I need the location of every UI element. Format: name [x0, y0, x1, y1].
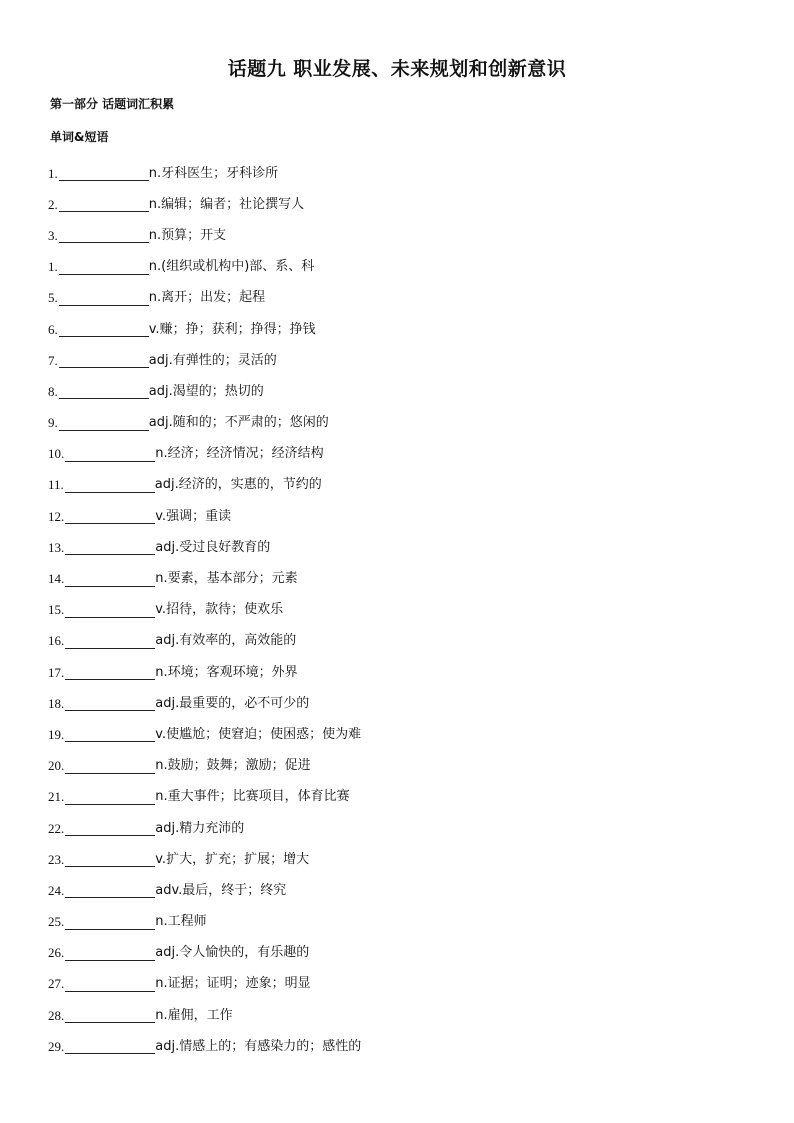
item-definition: adj.令人愉快的，有乐趣的 [155, 945, 310, 961]
vocab-item [48, 813, 748, 844]
section-heading: 第一部分 话题词汇积累 [50, 97, 175, 111]
vocab-item [48, 844, 748, 875]
answer-blank[interactable] [65, 665, 155, 680]
item-definition: v.赚；挣；获利；挣得；挣钱 [148, 321, 316, 337]
answer-blank[interactable] [65, 977, 155, 992]
answer-blank[interactable] [65, 572, 155, 587]
item-number: 14. [48, 571, 65, 587]
vocab-item [48, 657, 748, 688]
item-number: 8. [48, 383, 58, 399]
item-number: 22. [48, 820, 65, 836]
item-number: 28. [48, 1007, 65, 1023]
answer-blank[interactable] [59, 260, 149, 275]
vocab-item [48, 408, 748, 439]
answer-blank[interactable] [65, 727, 155, 742]
item-number: 6. [48, 321, 58, 337]
item-definition: adj.情感上的；有感染力的；感性的 [155, 1038, 362, 1054]
item-number: 18. [48, 695, 65, 711]
vocab-item [48, 439, 748, 470]
item-definition: n.雇佣，工作 [155, 1007, 233, 1023]
item-number: 24. [48, 882, 65, 898]
answer-blank[interactable] [59, 291, 149, 306]
vocab-item [48, 907, 748, 938]
item-number: 29. [48, 1038, 65, 1054]
answer-blank[interactable] [65, 1039, 155, 1054]
item-definition: adj.精力充沛的 [155, 820, 245, 836]
item-number: 12. [48, 508, 65, 524]
item-number: 19. [48, 726, 65, 742]
subsection-heading: 单词&短语 [50, 130, 109, 144]
vocab-item [48, 158, 748, 189]
vocab-item [48, 563, 748, 594]
item-definition: n.牙科医生；牙科诊所 [148, 165, 279, 181]
vocab-item [48, 220, 748, 251]
answer-blank[interactable] [65, 852, 155, 867]
item-definition: adj.渴望的；热切的 [148, 383, 264, 399]
item-definition: v.招待，款待；使欢乐 [155, 602, 284, 618]
answer-blank[interactable] [59, 166, 149, 181]
item-number: 25. [48, 914, 65, 930]
vocab-item [48, 283, 748, 314]
vocab-item [48, 1031, 748, 1062]
item-definition: n.环境；客观环境；外界 [155, 664, 298, 680]
answer-blank[interactable] [65, 696, 155, 711]
item-number: 10. [48, 446, 65, 462]
item-definition: v.使尴尬；使窘迫；使困惑；使为难 [155, 726, 362, 742]
item-number: 15. [48, 602, 65, 618]
item-number: 21. [48, 789, 65, 805]
vocab-item [48, 252, 748, 283]
item-definition: n.编辑；编者；社论撰写人 [148, 196, 305, 212]
item-definition: n.(组织或机构中)部、系、科 [148, 259, 315, 275]
vocab-item [48, 532, 748, 563]
vocab-item [48, 470, 748, 501]
answer-blank[interactable] [59, 322, 149, 337]
answer-blank[interactable] [59, 353, 149, 368]
answer-blank[interactable] [65, 509, 155, 524]
item-number: 23. [48, 851, 65, 867]
vocab-item [48, 751, 748, 782]
item-definition: n.预算；开支 [148, 227, 227, 243]
item-number: 3. [48, 227, 58, 243]
answer-blank[interactable] [65, 759, 155, 774]
item-number: 16. [48, 633, 65, 649]
vocab-item [48, 501, 748, 532]
vocab-item [48, 376, 748, 407]
vocab-item [48, 875, 748, 906]
answer-blank[interactable] [59, 197, 149, 212]
vocab-item [48, 189, 748, 220]
answer-blank[interactable] [59, 416, 149, 431]
vocab-item [48, 782, 748, 813]
answer-blank[interactable] [65, 883, 155, 898]
vocab-item [48, 969, 748, 1000]
item-number: 11. [48, 477, 64, 493]
vocab-item [48, 1000, 748, 1031]
answer-blank[interactable] [59, 384, 149, 399]
item-definition: n.离开；出发；起程 [148, 290, 266, 306]
answer-blank[interactable] [59, 228, 149, 243]
item-number: 2. [48, 196, 58, 212]
item-definition: adv.最后，终于；终究 [155, 882, 287, 898]
item-definition: adj.受过良好教育的 [155, 539, 271, 555]
item-number: 5. [48, 290, 58, 306]
item-definition: n.经济；经济情况；经济结构 [155, 446, 324, 462]
item-number: 26. [48, 945, 65, 961]
vocab-item [48, 345, 748, 376]
answer-blank[interactable] [65, 478, 155, 493]
answer-blank[interactable] [65, 946, 155, 961]
item-number: 27. [48, 976, 65, 992]
item-definition: n.工程师 [155, 914, 207, 930]
answer-blank[interactable] [65, 634, 155, 649]
answer-blank[interactable] [65, 540, 155, 555]
item-number: 20. [48, 758, 65, 774]
answer-blank[interactable] [65, 915, 155, 930]
answer-blank[interactable] [65, 790, 155, 805]
vocab-item [48, 719, 748, 750]
item-number: 1. [48, 259, 58, 275]
item-number: 13. [48, 539, 65, 555]
item-definition: adj.有效率的，高效能的 [155, 633, 297, 649]
answer-blank[interactable] [65, 447, 155, 462]
item-definition: adj.随和的；不严肃的；悠闲的 [148, 415, 329, 431]
item-definition: n.鼓励；鼓舞；激励；促进 [155, 758, 311, 774]
answer-blank[interactable] [65, 1008, 155, 1023]
vocab-item [48, 688, 748, 719]
item-number: 7. [48, 352, 58, 368]
item-definition: n.要素，基本部分；元素 [155, 571, 298, 587]
answer-blank[interactable] [65, 821, 155, 836]
vocab-item [48, 595, 748, 626]
answer-blank[interactable] [65, 603, 155, 618]
vocab-item [48, 314, 748, 345]
item-definition: n.重大事件；比赛项目，体育比赛 [155, 789, 350, 805]
item-definition: adj.有弹性的；灵活的 [148, 352, 277, 368]
page-title: 话题九 职业发展、未来规划和创新意识 [227, 58, 567, 80]
item-number: 17. [48, 664, 65, 680]
item-definition: n.证据；证明；迹象；明显 [155, 976, 311, 992]
item-definition: v.扩大，扩充；扩展；增大 [155, 851, 310, 867]
item-definition: adj.最重要的，必不可少的 [155, 695, 310, 711]
item-definition: v.强调；重读 [155, 508, 232, 524]
item-definition: adj.经济的，实惠的，节约的 [154, 477, 322, 493]
vocab-item [48, 626, 748, 657]
vocab-item [48, 938, 748, 969]
item-number: 1. [48, 165, 58, 181]
item-number: 9. [48, 415, 58, 431]
vocabulary-list [48, 158, 748, 1062]
